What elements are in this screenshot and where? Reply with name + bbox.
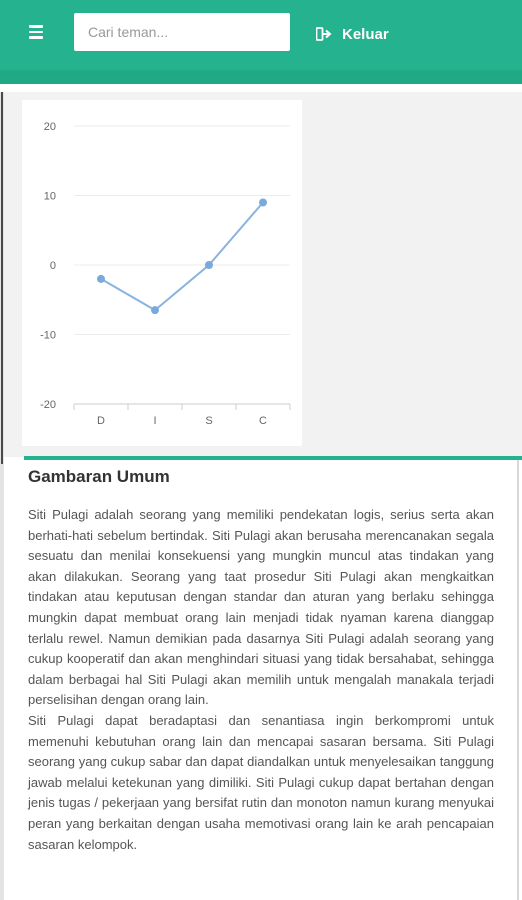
- menu-icon[interactable]: [29, 25, 43, 39]
- scroll-edge: [517, 460, 519, 900]
- search-input[interactable]: [74, 13, 290, 51]
- y-tick-label: 0: [49, 260, 56, 272]
- overview-paragraph-1: Siti Pulagi adalah seorang yang memiliki pendekatan logis, serius serta akan berhati-hati sebelum bertindak. Siti Pulagi akan berusaha merencanakan segala sesuatu dan menilai konsekuensi yang mungkin muncul atas tindakan yang akan dilakukan. Seorang yang taat prosedur Siti Pulagi akan mengkaitkan tindakan atau keputusan dengan standar dan aturan yang berlaku sehingga mungkin dapat membuat orang lain menjadi tidak nyaman karena dianggap terlalu rewel. Namun demikian pada dasarnya Siti Pulagi adalah seorang yang cukup kooperatif dan akan menghindari situasi yang tidak bersahabat, sehingga dalam berbagai hal Siti Pulagi akan memilih untuk mengalah manakala terjadi perselisihan dengan orang lain.: [28, 507, 494, 708]
- data-point: [205, 261, 213, 269]
- section-divider: [24, 456, 522, 460]
- x-tick-label: D: [97, 415, 105, 427]
- x-tick-label: I: [153, 415, 157, 427]
- disc-line-chart: [22, 100, 302, 446]
- y-tick-label: 20: [43, 121, 56, 133]
- y-tick-label: -20: [40, 399, 56, 411]
- y-tick-label: -10: [40, 329, 56, 342]
- disc-chart-card: [22, 100, 302, 446]
- left-border-accent: [1, 92, 3, 464]
- x-tick-label: C: [259, 415, 267, 427]
- data-point: [97, 275, 105, 283]
- y-tick-label: 10: [43, 190, 56, 203]
- overview-paragraph-2: Siti Pulagi dapat beradaptasi dan senantiasa ingin berkompromi untuk memenuhi kebutuhan orang lain dan mencapai sasaran bersama. Siti Pulagi seorang yang cukup sabar dan dapat diandalkan untuk menyelesaikan tanggung jawab melalui ketekunan yang dimiliki. Siti Pulagi cukup dapat bertahan dengan jenis tugas / pekerjaan yang bersifat rutin dan monoton namun kurang menyukai peran yang berkaitan dengan usaha memotivasi orang lain ke arah pencapaian sasaran kelompok.: [28, 712, 494, 852]
- section-title: Gambaran Umum: [28, 467, 170, 486]
- logout-label: Keluar: [342, 25, 389, 43]
- series-line: [101, 202, 263, 310]
- x-tick-label: S: [205, 415, 213, 427]
- sign-out-icon: [316, 27, 332, 41]
- data-point: [259, 198, 267, 206]
- overview-section: [28, 467, 494, 855]
- logout-button[interactable]: [316, 24, 389, 44]
- data-point: [151, 306, 159, 314]
